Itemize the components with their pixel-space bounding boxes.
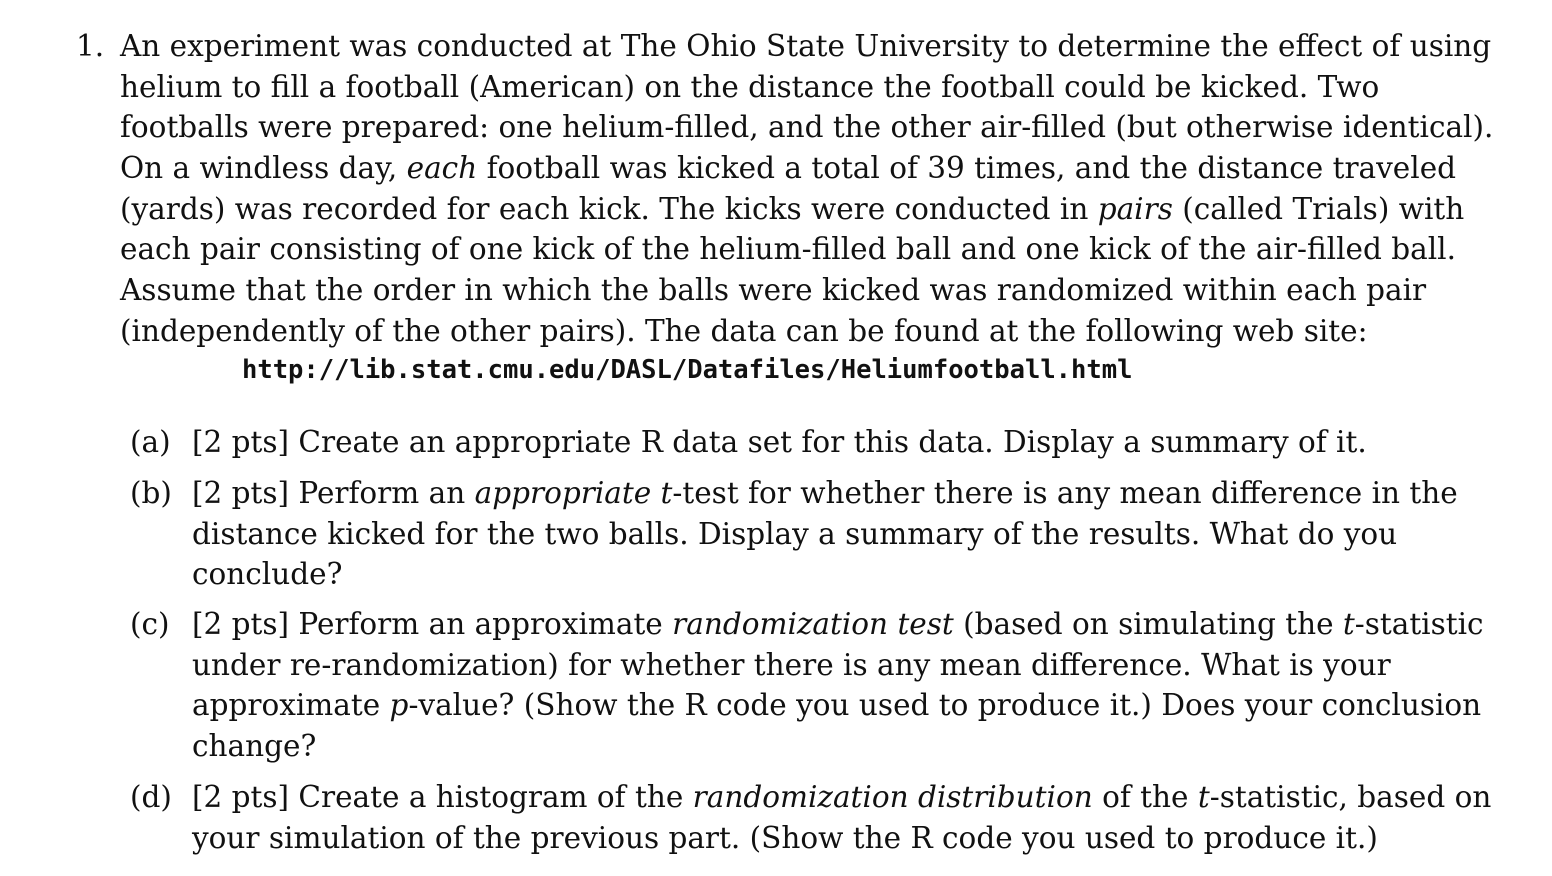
part-line [192,604,1484,645]
text-segment: your simulation of the previous part. (Show the R code you used to produce it.) [192,820,1378,855]
part-label: (c) [130,607,170,641]
text-segment: each pair consisting of one kick of the helium-filled ball and one kick of the air-filled ball. [120,232,1456,267]
part-line [192,422,1472,463]
text-segment: On a windless day, [120,151,407,186]
emphasized-text: t [660,476,673,510]
emphasized-text: pairs [1097,191,1173,226]
intro-line [120,270,1460,311]
text-segment: (independently of the other pairs). The data can be found at the following web site: [120,313,1368,348]
intro-line [120,229,1460,270]
part-text [192,473,1472,595]
text-segment: [2 pts] Create an appropriate R data set for this data. Display a summary of it. [192,425,1367,459]
text-segment: -statistic, based on [1209,780,1492,814]
part-text [192,422,1472,463]
text-segment: [2 pts] Create a histogram of the [192,780,693,814]
text-segment: distance kicked for the two balls. Display a summary of the results. What do you [192,516,1398,551]
text-segment [651,476,660,510]
emphasized-text: p [389,688,409,723]
text-segment: change? [192,729,317,764]
intro-line [120,107,1494,148]
dataset-url: http://lib.stat.cmu.edu/DASL/Datafiles/Heliumfootball.html [242,355,1133,385]
text-segment: -statistic [1354,607,1484,641]
emphasized-text: appropriate [474,476,652,510]
part-line [192,473,1472,514]
part-line [192,777,1492,818]
part-line [192,645,1472,686]
text-segment: helium to fill a football (American) on the distance the football could be kicked. Two [120,69,1380,104]
emphasized-text: randomization distribution [692,780,1093,814]
intro-line [120,26,1492,67]
text-segment: conclude? [192,557,343,592]
text-segment: (yards) was recorded for each kick. The kicks were conducted in [120,191,1098,226]
text-segment: Assume that the order in which the balls were kicked was randomized within each pair [120,273,1427,308]
text-segment: -test for whether there is any mean difference in the [672,476,1458,510]
text-segment: under re-randomization) for whether there is any mean difference. What is your [192,647,1391,682]
text-segment: [2 pts] Perform an [192,476,475,510]
part-label: (d) [130,780,172,814]
part-line [192,818,1472,859]
question-number: 1. [76,29,105,63]
text-segment: approximate [192,688,390,723]
emphasized-text: each [406,151,478,186]
part-label: (a) [130,425,171,459]
intro-line [120,189,1465,230]
text-segment: An experiment was conducted at The Ohio State University to determine the effect of using [120,29,1492,63]
text-segment: football was kicked a total of 39 times, and the distance traveled [477,151,1457,186]
emphasized-text: t [1342,607,1355,641]
text-segment: (called Trials) with [1172,191,1465,226]
part-text [192,604,1484,767]
text-segment: of the [1092,780,1198,814]
text-segment: footballs were prepared: one helium-filled, and the other air-filled (but otherwise identical). [120,110,1494,145]
text-segment: -value? (Show the R code you used to produce it.) Does your conclusion [408,688,1482,723]
emphasized-text: t [1197,780,1210,814]
intro-line [120,67,1460,108]
question-intro [120,26,1494,352]
intro-line [120,311,1460,352]
text-segment: [2 pts] Perform an approximate [192,607,673,641]
part-line [192,726,1472,767]
text-segment: (based on simulating the [953,607,1343,641]
part-label: (b) [130,476,172,510]
part-line [192,514,1472,555]
emphasized-text: randomization test [672,607,954,641]
intro-line [120,148,1460,189]
part-line [192,685,1482,726]
part-line [192,554,1472,595]
part-text [192,777,1492,858]
